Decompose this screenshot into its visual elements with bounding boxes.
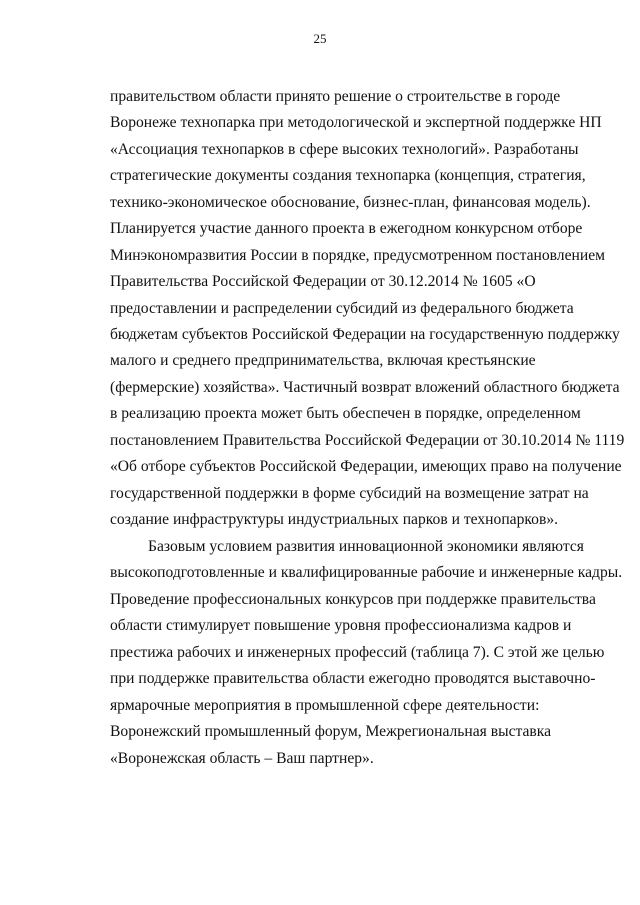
text-line: бюджетам субъектов Российской Федерации на государственную поддержку — [110, 325, 620, 343]
text-line: «Об отборе субъектов Российской Федерации, имеющих право на получение — [110, 458, 622, 476]
paragraph-1 — [110, 84, 625, 533]
text-line: ярмарочные мероприятия в промышленной сфере деятельности: — [110, 696, 540, 714]
text-line: в реализацию проекта может быть обеспечен в порядке, определенном — [110, 405, 581, 423]
page-number: 25 — [313, 31, 327, 46]
text-line: «Воронежская область – Ваш партнер». — [110, 749, 374, 767]
text-line: Воронежский промышленный форум, Межрегиональная выставка — [110, 723, 552, 741]
text-line: создание инфраструктуры индустриальных парков и технопарков». — [110, 511, 559, 528]
text-line: малого и среднего предпринимательства, включая крестьянские — [110, 352, 536, 370]
text-line: Планируется участие данного проекта в ежегодном конкурсном отборе — [110, 220, 583, 238]
text-line: государственной поддержки в форме субсидий на возмещение затрат на — [110, 484, 589, 502]
text-line: предоставлении и распределении субсидий из федерального бюджета — [110, 299, 574, 317]
text-line: «Ассоциация технопарков в сфере высоких технологий». Разработаны — [110, 140, 579, 158]
text-line: (фермерские) хозяйства». Частичный возврат вложений областного бюджета — [110, 378, 620, 396]
text-line: правительством области принято решение о строительстве в городе — [110, 88, 561, 105]
text-line: Базовым условием развития инновационной экономики являются — [148, 538, 584, 555]
text-line: при поддержке правительства области ежегодно проводятся выставочно- — [110, 670, 596, 688]
text-line: Минэкономразвития России в порядке, предусмотренном постановлением — [110, 246, 605, 264]
text-line: стратегические документы создания технопарка (концепция, стратегия, — [110, 167, 586, 185]
text-line: технико-экономическое обоснование, бизнес-план, финансовая модель). — [110, 193, 591, 211]
text-line: Воронеже технопарка при методологической и экспертной поддержке НП — [110, 114, 602, 132]
text-line: высокоподготовленные и квалифицированные рабочие и инженерные кадры. — [110, 564, 623, 582]
text-line: престижа рабочих и инженерных профессий (таблица 7). С этой же целью — [110, 643, 605, 661]
text-line: Проведение профессиональных конкурсов при поддержке правительства — [110, 590, 596, 608]
text-line: постановлением Правительства Российской Федерации от 30.10.2014 № 1119 — [110, 431, 625, 449]
text-line: Правительства Российской Федерации от 30.12.2014 № 1605 «О — [110, 273, 536, 291]
text-line: области стимулирует повышение уровня профессионализма кадров и — [110, 617, 572, 635]
paragraph-2 — [110, 534, 623, 772]
